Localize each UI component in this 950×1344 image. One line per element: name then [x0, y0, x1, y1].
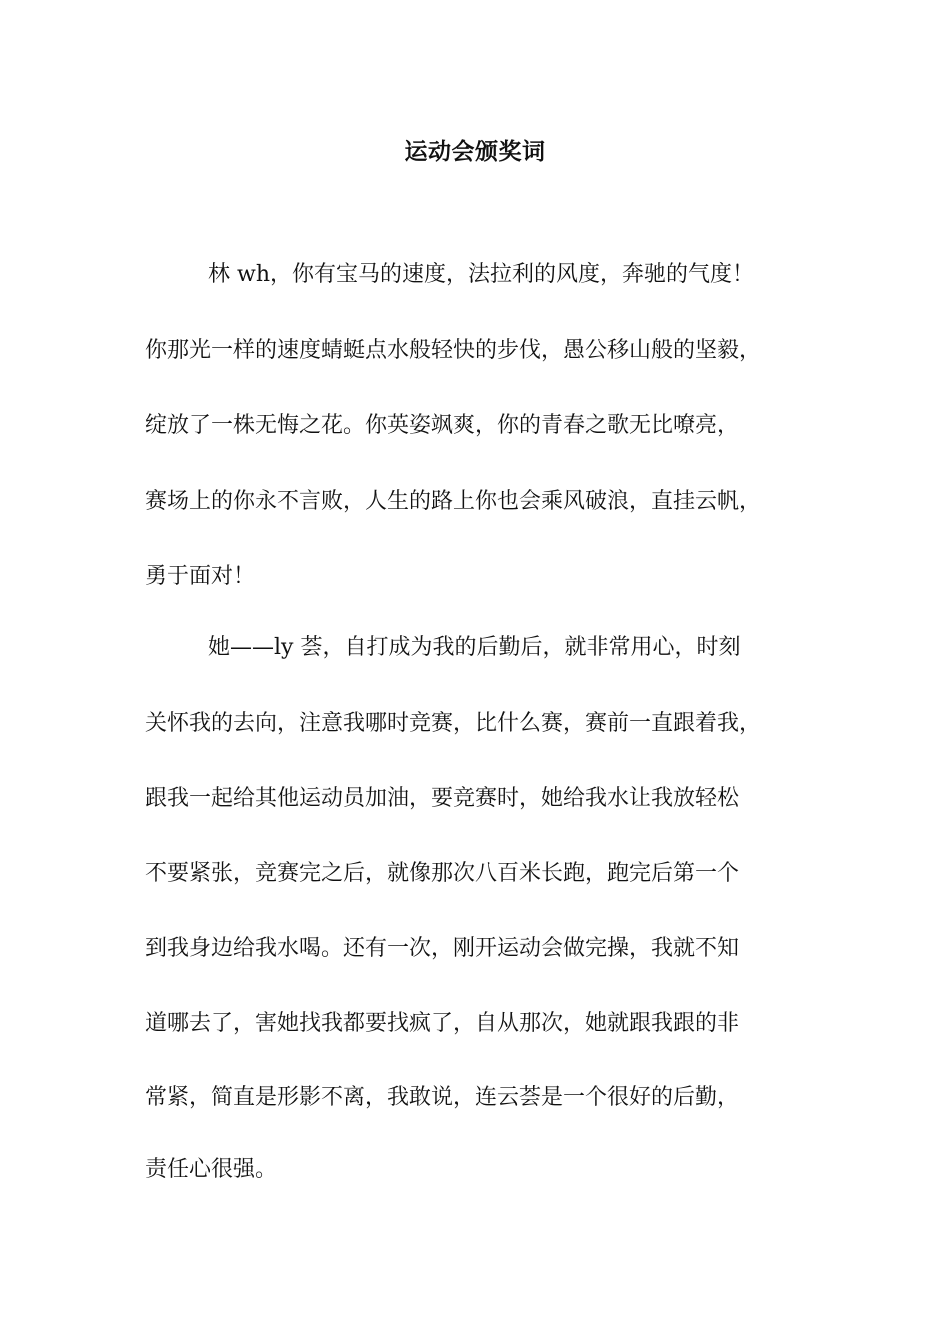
paragraph-1-line-4: 赛场上的你永不言败，人生的路上你也会乘风破浪，直挂云帆，	[145, 489, 762, 514]
paragraph-1-line-2: 你那光一样的速度蜻蜓点水般轻快的步伐，愚公移山般的坚毅，	[145, 338, 762, 363]
paragraph-2-line-8: 责任心很强。	[145, 1157, 278, 1182]
paragraph-2-line-1: 她——ly 荟，自打成为我的后勤后，就非常用心，时刻	[208, 635, 741, 660]
paragraph-2-line-2: 关怀我的去向，注意我哪时竞赛，比什么赛，赛前一直跟着我，	[145, 711, 762, 736]
paragraph-1-line-5: 勇于面对！	[145, 564, 256, 589]
paragraph-2-line-6: 道哪去了，害她找我都要找疯了，自从那次，她就跟我跟的非	[145, 1011, 740, 1036]
paragraph-1-line-1: 林 wh，你有宝马的速度，法拉利的风度，奔驰的气度！	[208, 262, 754, 287]
paragraph-2-line-4: 不要紧张，竞赛完之后，就像那次八百米长跑，跑完后第一个	[145, 861, 740, 886]
document-title: 运动会颁奖词	[404, 139, 546, 165]
paragraph-2-line-5: 到我身边给我水喝。还有一次，刚开运动会做完操，我就不知	[145, 936, 740, 961]
paragraph-1-line-3: 绽放了一株无悔之花。你英姿飒爽，你的青春之歌无比嘹亮，	[145, 413, 740, 438]
paragraph-2-line-3: 跟我一起给其他运动员加油，要竞赛时，她给我水让我放轻松	[145, 786, 740, 811]
paragraph-2-line-7: 常紧，简直是形影不离，我敢说，连云荟是一个很好的后勤，	[145, 1085, 740, 1110]
